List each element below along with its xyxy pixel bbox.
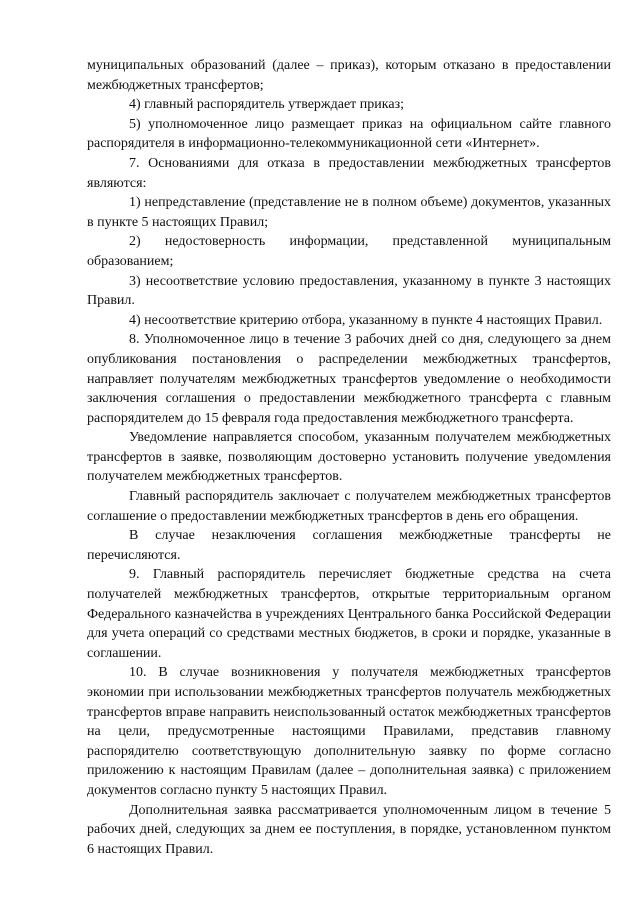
paragraph-10: Уведомление направляется способом, указанным получателем межбюджетных трансфертов в заявке, позволяющим достоверно установить получение уведомления получателем межбюджетных трансфертов. [87, 430, 611, 485]
paragraph-11: Главный распорядитель заключает с получателем межбюджетных трансфертов соглашение о предоставлении межбюджетных трансфертов в день его обращения. [87, 489, 611, 524]
paragraph-15: Дополнительная заявка рассматривается уполномоченным лицом в течение 5 рабочих дней, следующих за днем ее поступления, в порядке, установленном пунктом 6 настоящих Правил. [87, 802, 611, 857]
paragraph-5: 1) непредставление (представление не в полном объеме) документов, указанных в пункте 5 настоящих Правил; [87, 195, 611, 230]
paragraph-2: 4) главный распорядитель утверждает приказ; [129, 97, 404, 113]
paragraph-7: 3) несоответствие условию предоставления, указанному в пункте 3 настоящих Правил. [87, 273, 611, 309]
paragraph-3: 5) уполномоченное лицо размещает приказ на официальном сайте главного распорядителя в информационно-телекоммуникационной сети «Интернет». [87, 116, 611, 152]
paragraph-14: 10. В случае возникновения у получателя межбюджетных трансфертов экономии при использовании межбюджетных трансфертов получатель межбюджетных трансфертов вправе направить неиспользованный остаток межбюджетных трансфертов на цели, предусмотренные настоящими Правилами, представив главному распорядителю соответствующую дополнительную заявку по форме согласно приложению к настоящим Правилам (далее – дополнительная заявка) с приложением документов согласно пункту 5 настоящих Правил. [87, 665, 611, 798]
paragraph-9: 8. Уполномоченное лицо в течение 3 рабочих дней со дня, следующего за днем опубликования постановления о распределении межбюджетных трансфертов, направляет получателям межбюджетных трансфертов уведомление о необходимости заключения соглашения о предоставлении межбюджетного трансферта с главным распорядителем до 15 февраля года предоставления межбюджетного трансферта. [87, 332, 611, 426]
paragraph-13: 9. Главный распорядитель перечисляет бюджетные средства на счета получателей межбюджетных трансфертов, открытые территориальным органом Федерального казначейства в учреждениях Центрального банка Российской Федерации для учета операций со средствами местных бюджетов, в сроки и порядке, указанные в соглашении. [87, 567, 611, 661]
document-page [87, 56, 611, 859]
paragraph-8: 4) несоответствие критерию отбора, указанному в пункте 4 настоящих Правил. [129, 312, 603, 328]
paragraph-6: 2) недостоверность информации, представленной муниципальным образованием; [87, 234, 611, 269]
paragraph-1: муниципальных образований (далее – приказ), которым отказано в предоставлении межбюджетных трансфертов; [87, 58, 611, 93]
paragraph-4: 7. Основаниями для отказа в предоставлении межбюджетных трансфертов являются: [87, 155, 611, 191]
paragraph-12: В случае незаключения соглашения межбюджетные трансферты не перечисляются. [87, 528, 611, 563]
